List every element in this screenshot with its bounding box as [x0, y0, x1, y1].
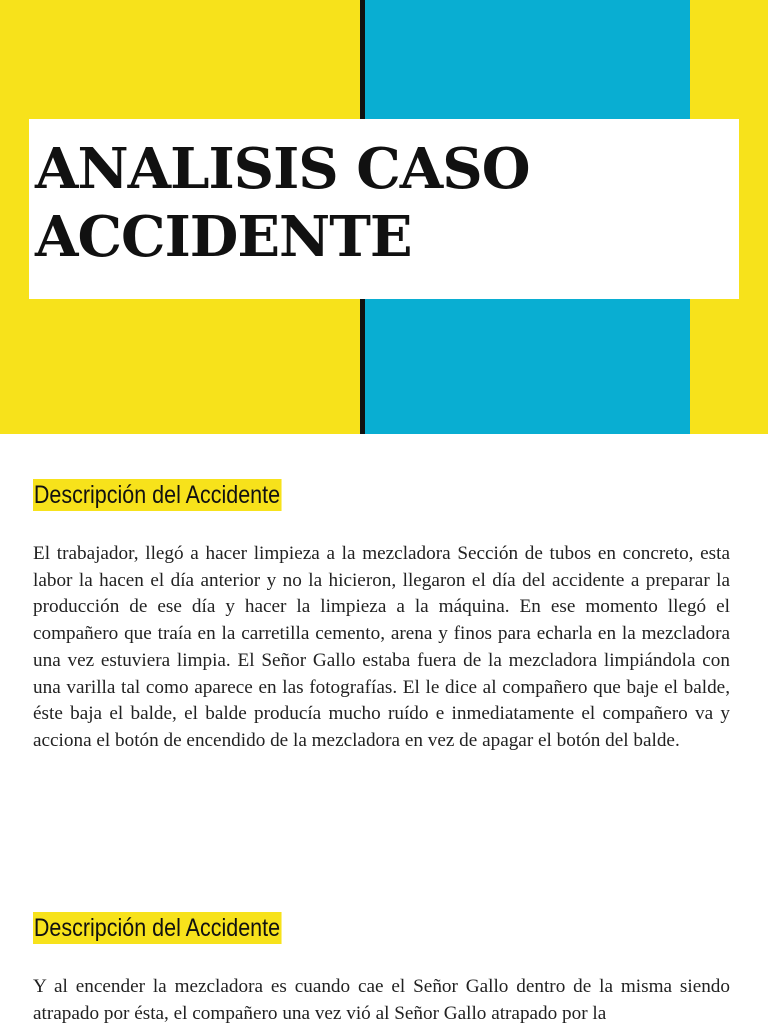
document-title: [35, 135, 529, 271]
section-heading-2: Descripción del Accidente: [33, 914, 281, 942]
section-body-1: El trabajador, llegó a hacer limpieza a la mezcladora Sección de tubos en concreto, esta labor la hacen el día anterior y no la hicieron, llegaron el día del accidente a preparar la producción de ese día y hacer la limpieza a la máquina. En ese momento llegó el compañero que traía en la carretilla cemento, arena y finos para echarla en la mezcladora una vez estuviera limpia. El Señor Gallo estaba fuera de la mezcladora limpiándola con una varilla tal como aparece en las fotografías. El le dice al compañero que baje el balde, éste baja el balde, el balde producía mucho ruído e inmediatamente el compañero va y acciona el botón de encendido de la mezcladora en vez de apagar el botón del balde.: [33, 543, 730, 751]
title-line-2: ACCIDENTE: [35, 204, 412, 270]
section-heading-1: Descripción del Accidente: [33, 481, 281, 509]
section-body-2: Y al encender la mezcladora es cuando cae el Señor Gallo dentro de la misma siendo atrapado por ésta, el compañero una vez vió al Señor Gallo atrapado por la: [33, 976, 730, 1024]
title-box: [29, 119, 739, 299]
header-banner: [0, 0, 768, 434]
title-line-1: ANALISIS CASO: [35, 136, 530, 202]
